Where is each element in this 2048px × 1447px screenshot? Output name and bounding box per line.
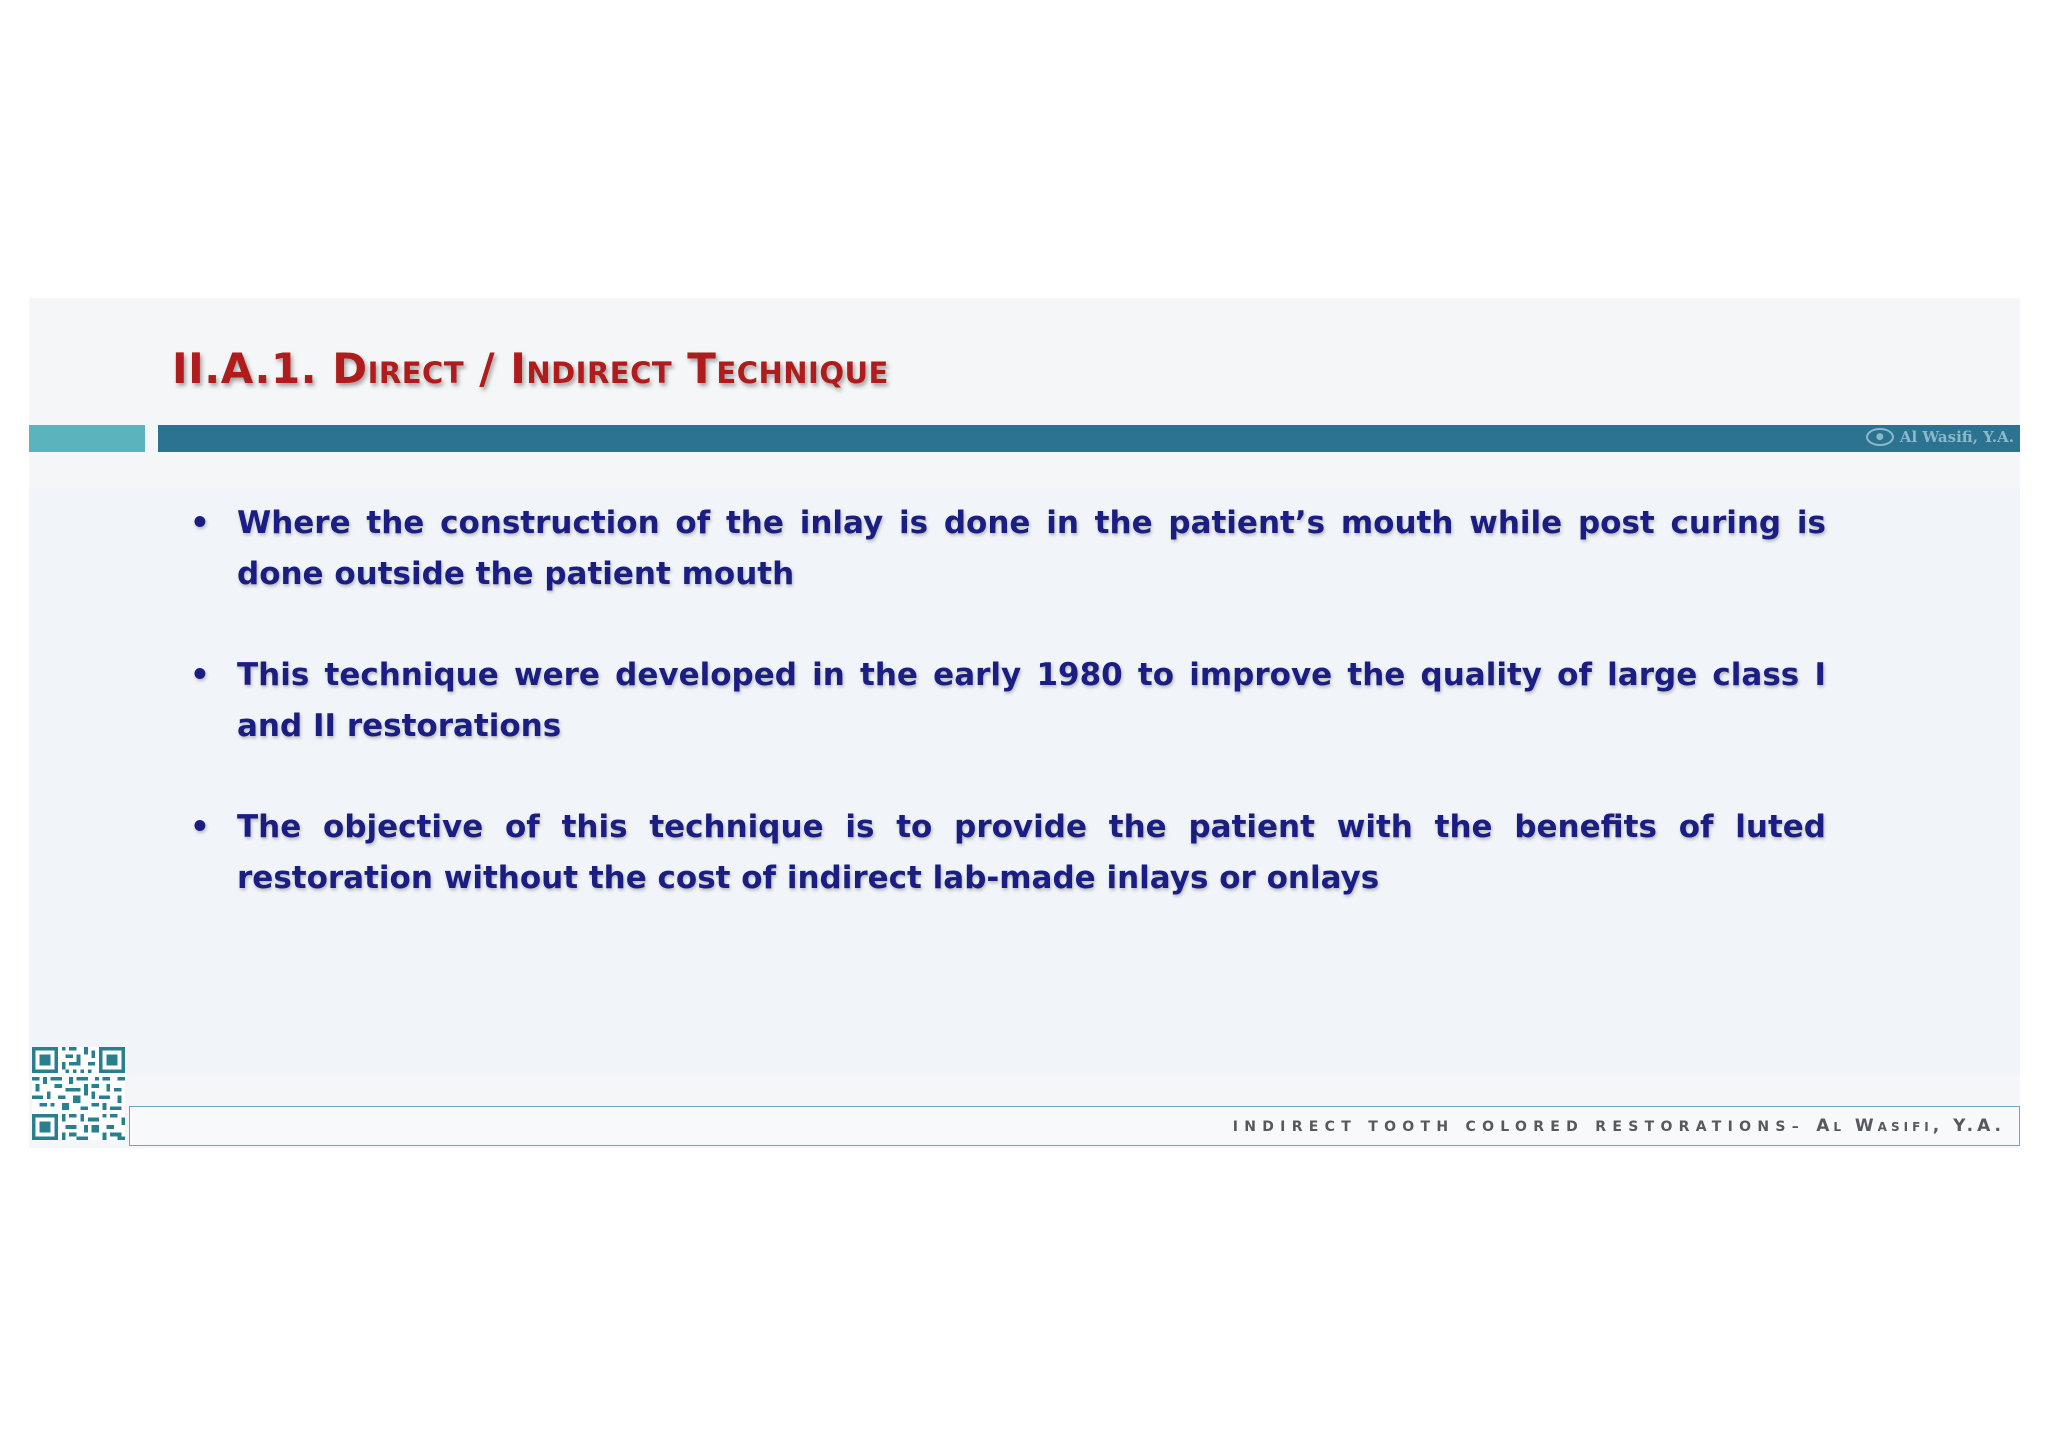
slide	[29, 298, 2020, 1148]
accent-block	[29, 425, 145, 452]
footer	[129, 1106, 2020, 1146]
slide-title: II.A.1. Direct / Indirect Technique	[172, 344, 889, 393]
brand-text: Al Wasifi, Y.A.	[1899, 428, 2014, 446]
bullet-list	[186, 498, 1826, 954]
title-area	[29, 298, 2020, 425]
footer-author: Al Wasifi, Y.A.	[1816, 1116, 2005, 1136]
footer-text	[1233, 1116, 2005, 1136]
bullet-item: • This technique were developed in the early 1980 to improve the quality of large class I and II restorations	[186, 650, 1826, 752]
qr-code-icon	[32, 1047, 125, 1140]
brand-watermark	[1866, 428, 2014, 446]
bullet-item: • Where the construction of the inlay is done in the patient’s mouth while post curing is done outside the patient mouth	[186, 498, 1826, 600]
tooth-logo-icon: ●	[1866, 428, 1894, 446]
bullet-item: • The objective of this technique is to provide the patient with the benefits of luted restoration without the cost of indirect lab-made inlays or onlays	[186, 802, 1826, 904]
footer-course: INDIRECT TOOTH COLORED RESTORATIONS–	[1232, 1119, 1817, 1135]
header-bar	[158, 425, 2020, 452]
content-area	[29, 488, 2020, 1074]
